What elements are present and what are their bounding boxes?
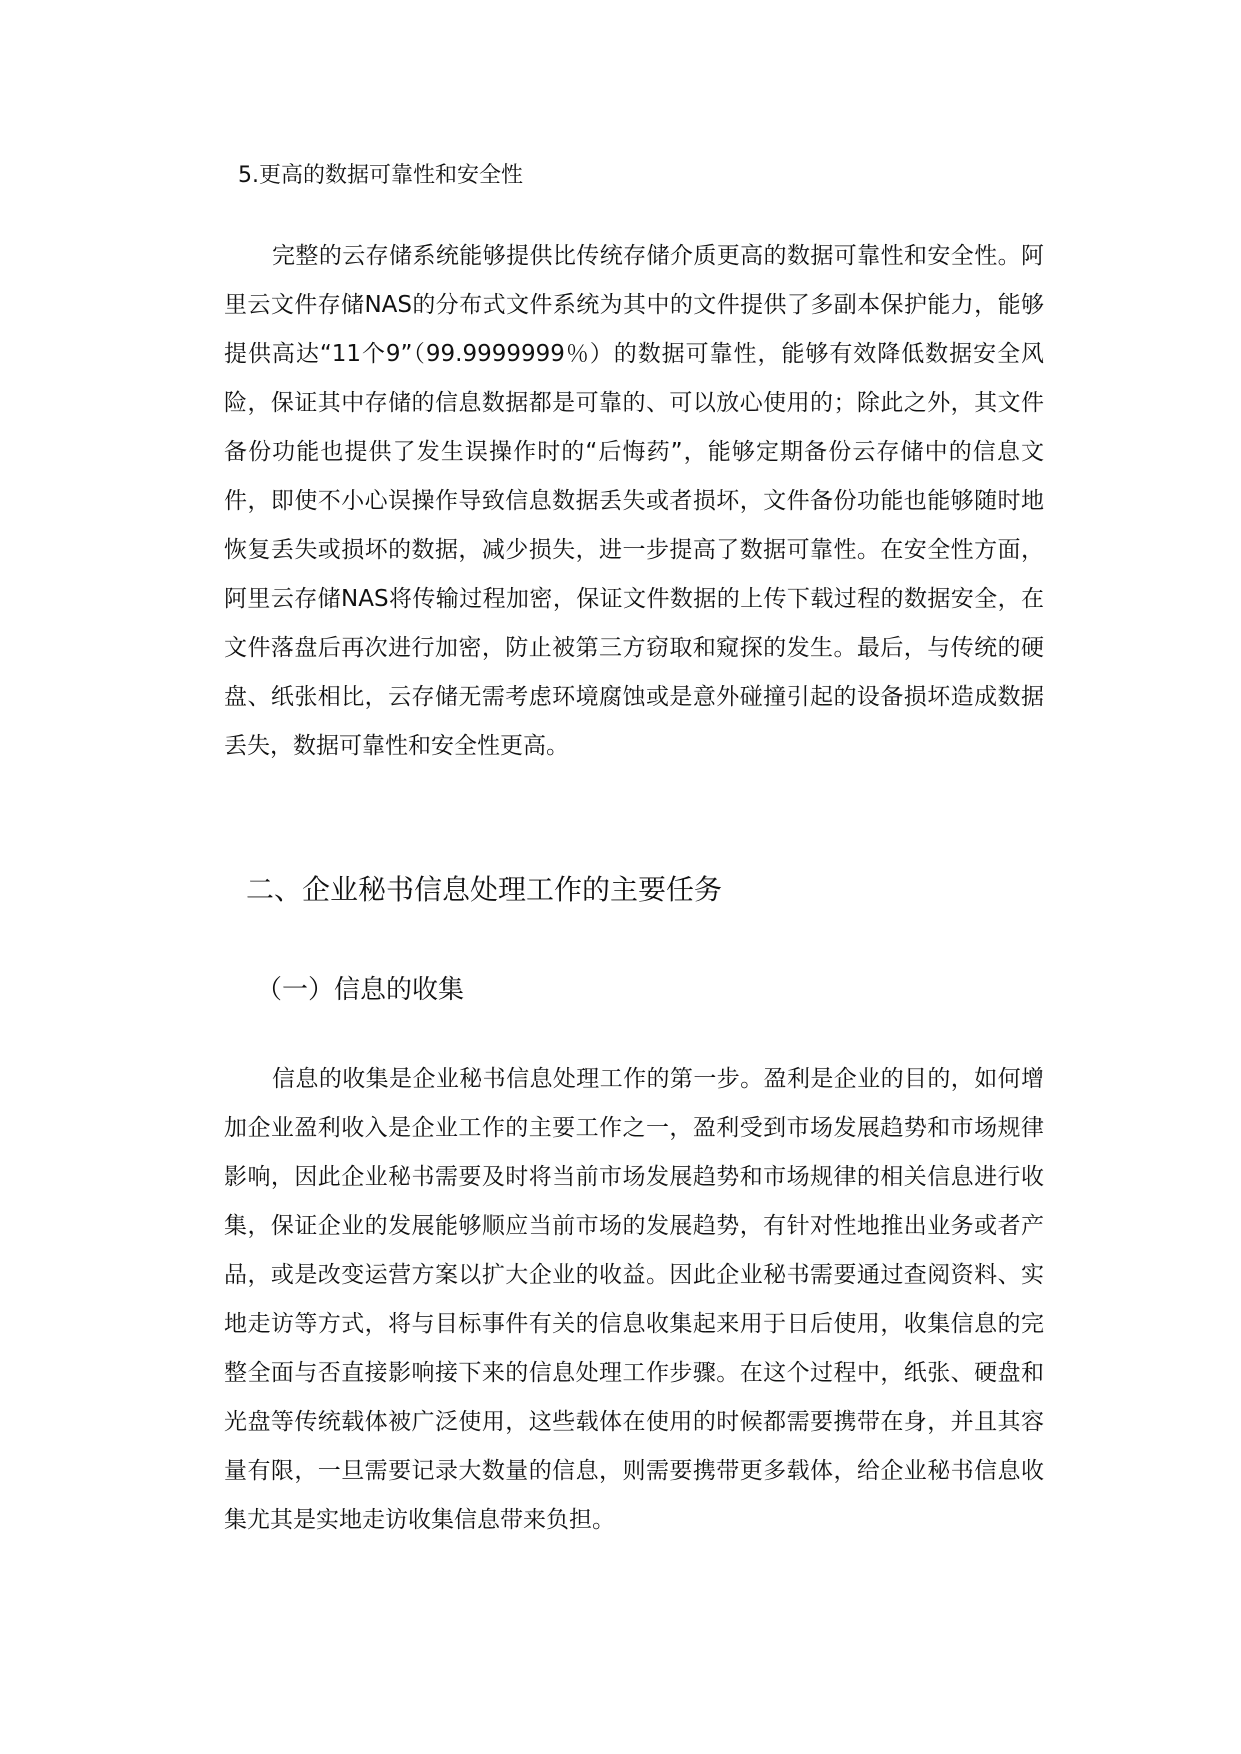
section-5-paragraph: 完整的云存储系统能够提供比传统存储介质更高的数据可靠性和安全性。阿里云文件存储NAS的分布式文件系统为其中的文件提供了多副本保护能力，能够提供高达“11个9”（99.9999999％）的数据可靠性，能够有效降低数据安全风险，保证其中存储的信息数据都是可靠的、可以放心使用的；除此之外，其文件备份功能也提供了发生误操作时的“后悔药”，能够定期备份云存储中的信息文件，即使不小心误操作导致信息数据丢失或者损坏，文件备份功能也能够随时地恢复丢失或损坏的数据，减少损失，进一步提高了数据可靠性。在安全性方面，阿里云存储NAS将传输过程加密，保证文件数据的上传下载过程的数据安全，在文件落盘后再次进行加密，防止被第三方窃取和窥探的发生。最后，与传统的硬盘、纸张相比，云存储无需考虑环境腐蚀或是意外碰撞引起的设备损坏造成数据丢失，数据可靠性和安全性更高。 — [224, 243, 1044, 759]
section-5-heading: 5.更高的数据可靠性和安全性 — [238, 163, 523, 188]
subsection-1-heading: （一）信息的收集 — [256, 975, 465, 1005]
subsection-1-paragraph: 信息的收集是企业秘书信息处理工作的第一步。盈利是企业的目的，如何增加企业盈利收入是企业工作的主要工作之一，盈利受到市场发展趋势和市场规律影响，因此企业秘书需要及时将当前市场发展趋势和市场规律的相关信息进行收集，保证企业的发展能够顺应当前市场的发展趋势，有针对性地推出业务或者产品，或是改变运营方案以扩大企业的收益。因此企业秘书需要通过查阅资料、实地走访等方式，将与目标事件有关的信息收集起来用于日后使用，收集信息的完整全面与否直接影响接下来的信息处理工作步骤。在这个过程中，纸张、硬盘和光盘等传统载体被广泛使用，这些载体在使用的时候都需要携带在身，并且其容量有限，一旦需要记录大数量的信息，则需要携带更多载体，给企业秘书信息收集尤其是实地走访收集信息带来负担。 — [224, 1066, 1044, 1533]
chapter-2-heading: 二、企业秘书信息处理工作的主要任务 — [246, 873, 723, 906]
